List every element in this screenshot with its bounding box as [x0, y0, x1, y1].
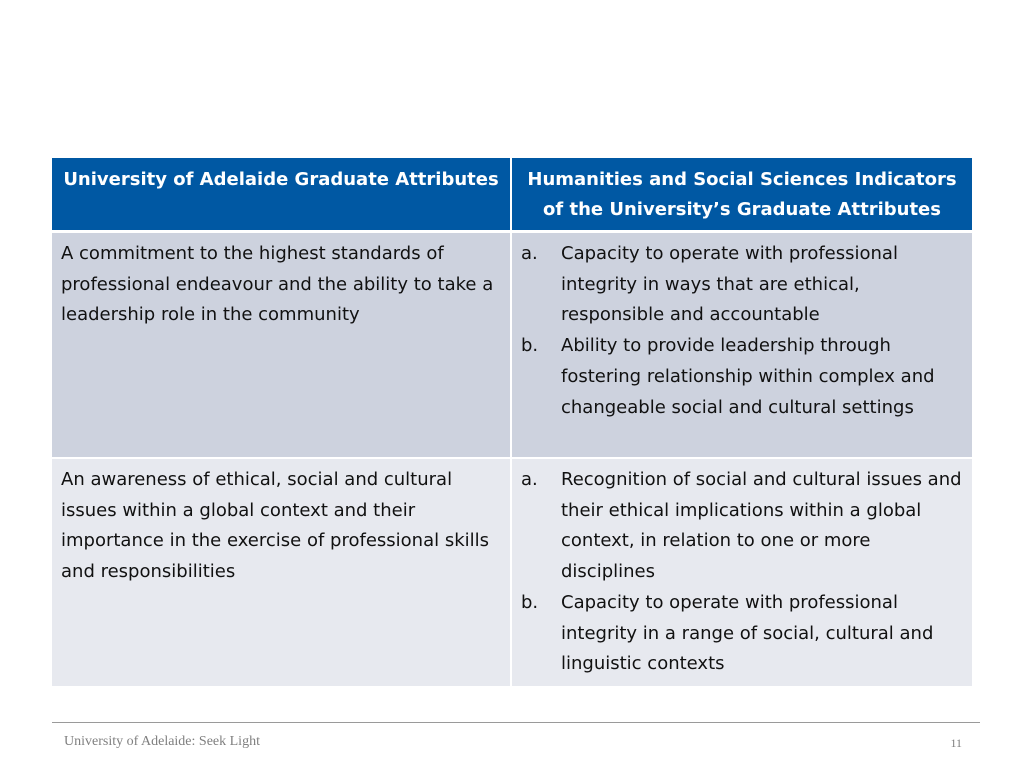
header-hass-indicators: Humanities and Social Sciences Indicators of the University’s Graduate Attributes [511, 158, 972, 232]
header-graduate-attributes: University of Adelaide Graduate Attributes [52, 158, 511, 232]
slide-number: 11 [950, 736, 962, 750]
indicator-list [521, 465, 964, 680]
list-marker: b. [521, 591, 539, 613]
list-marker: b. [521, 335, 539, 357]
table-header-row [52, 158, 972, 232]
indicators-cell [511, 458, 972, 687]
indicator-text: Recognition of social and cultural issues and their ethical implications within a global context, in relation to one or more disciplines [561, 469, 962, 583]
list-item [521, 331, 964, 423]
list-marker: a. [521, 469, 538, 490]
attribute-cell: An awareness of ethical, social and cultural issues within a global context and their importance in the exercise of professional skills and responsibilities [52, 458, 511, 687]
graduate-attributes-table [52, 158, 972, 688]
indicators-cell [511, 232, 972, 459]
list-marker: a. [521, 243, 538, 264]
list-item [521, 239, 964, 331]
attribute-cell: A commitment to the highest standards of professional endeavour and the ability to take a leadership role in the community [52, 232, 511, 459]
list-item [521, 465, 964, 588]
indicator-list [521, 239, 964, 423]
indicator-text: Capacity to operate with professional integrity in a range of social, cultural and linguistic contexts [561, 591, 934, 675]
indicator-text: Capacity to operate with professional integrity in ways that are ethical, responsible and accountable [561, 243, 898, 326]
footer-divider [52, 722, 980, 723]
table-row [52, 458, 972, 687]
list-item [521, 588, 964, 680]
table-row [52, 232, 972, 459]
indicator-text: Ability to provide leadership through fostering relationship within complex and changeable social and cultural settings [561, 335, 935, 418]
footer-title: University of Adelaide: Seek Light [64, 734, 260, 749]
